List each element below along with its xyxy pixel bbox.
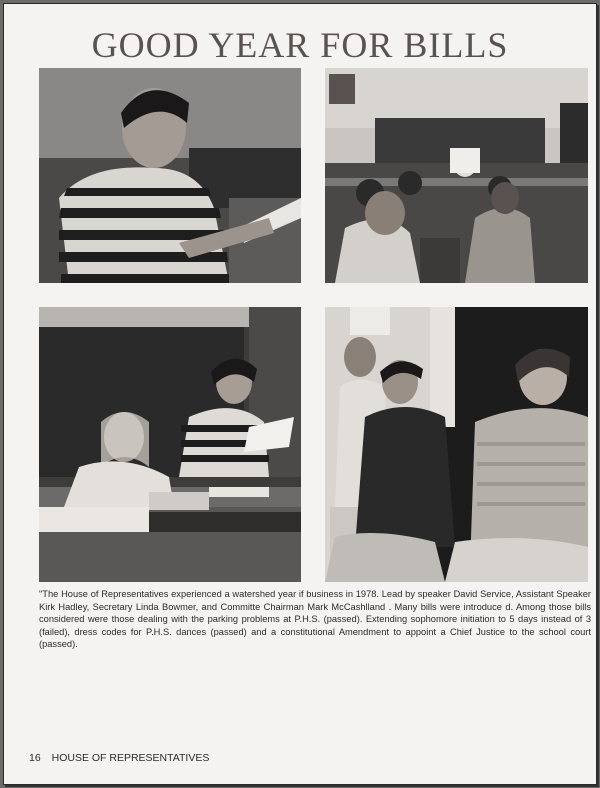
page-title: GOOD YEAR FOR BILLS <box>91 25 509 65</box>
photo-classroom-session <box>325 68 588 283</box>
photo-desk-meeting <box>39 307 301 582</box>
section-name: HOUSE OF REPRESENTATIVES <box>51 752 210 764</box>
page-number: 16 <box>29 752 41 764</box>
yearbook-page <box>3 3 597 785</box>
photo-caption: "The House of Representatives experienced a watershed year if business in 1978. Lead by speaker David Service, Assistant Speaker Kirk Hadley, Secretary Linda Bowmer, and Committe Chairman Mark McCashlland . Many bills were introduce d. Among those bills considered were those dealing with the parking problems at P.H.S. (passed). Extending sophomore initiation to 5 days instead of 3 (failed), dress codes for P.H.S. dances (passed) and a constitutional Amendment to appoint a Chief Justice to the school court (passed). <box>39 589 591 649</box>
photo-three-students-seated <box>325 307 588 582</box>
page-footer <box>29 752 209 764</box>
photo-speaker-striped-shirt <box>39 68 301 283</box>
